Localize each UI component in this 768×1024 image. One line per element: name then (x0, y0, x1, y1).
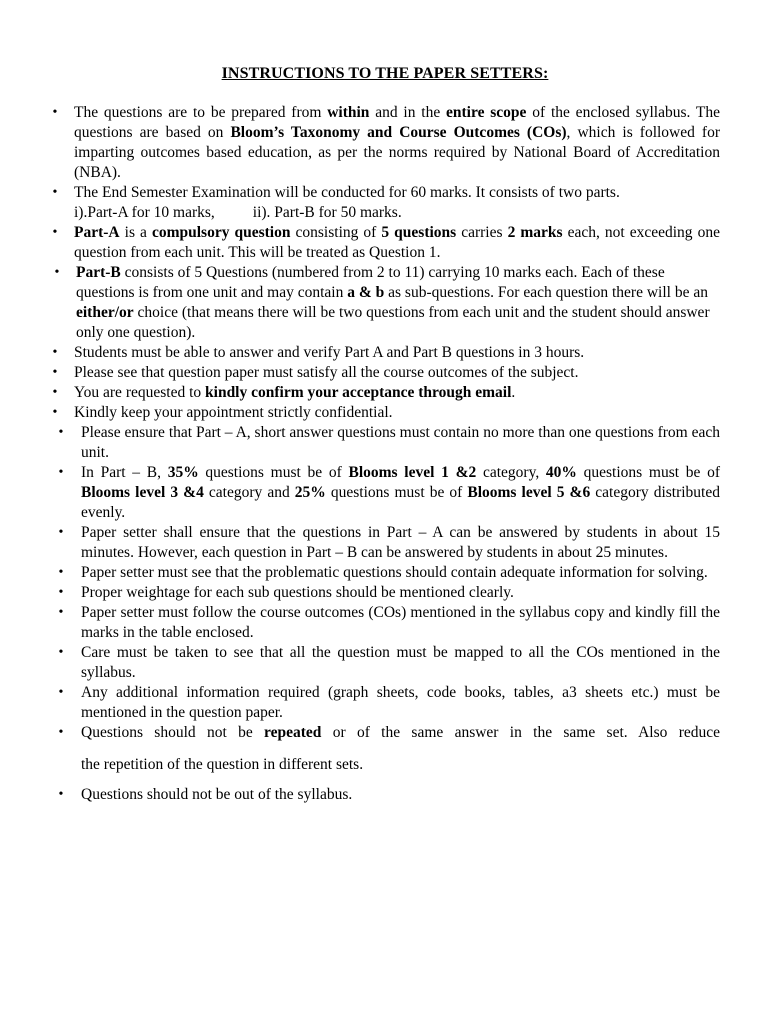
instruction-text (81, 723, 720, 743)
page-title: INSTRUCTIONS TO THE PAPER SETTERS: (221, 65, 549, 82)
emphasis-text: Part-B (76, 264, 121, 281)
exam-parts-line (74, 203, 720, 223)
text-run: , which is followed for imparting outcomes based education, as per the norms required by National Board of Accreditation (NBA). (74, 124, 720, 181)
bullet-icon: • (58, 725, 64, 740)
part-a-marks: i).Part-A for 10 marks, (74, 204, 215, 221)
text-run: Care must be taken to see that all the question must be mapped to all the COs mentioned in the syllabus. (81, 644, 720, 681)
list-item (50, 463, 720, 523)
instruction-text (81, 684, 720, 721)
emphasis-text: kindly confirm your acceptance through email (205, 384, 512, 401)
instruction-text (81, 464, 720, 521)
text-run: Students must be able to answer and verify Part A and Part B questions in 3 hours. (74, 344, 585, 361)
list-item (50, 263, 720, 343)
emphasis-text: 25% (294, 484, 326, 501)
list-item (50, 723, 720, 775)
instruction-list-primary (50, 103, 720, 423)
instruction-text-continued: the repetition of the question in different sets. (81, 756, 364, 773)
text-run: The questions are to be prepared from (74, 104, 328, 121)
bullet-icon: • (58, 585, 64, 600)
bullet-icon: • (58, 605, 64, 620)
text-run: Paper setter must follow the course outcomes (COs) mentioned in the syllabus copy and kindly fill the marks in the table enclosed. (81, 604, 720, 641)
text-run: Paper setter must see that the problematic questions should contain adequate information for solving. (81, 564, 708, 581)
instruction-text (76, 264, 710, 341)
list-item (50, 785, 720, 805)
list-item (50, 563, 720, 583)
emphasis-text: either/or (76, 304, 134, 321)
bullet-icon: • (54, 265, 60, 280)
instruction-text (81, 644, 720, 681)
text-run: carries (456, 224, 508, 241)
text-run: of the enclosed syllabus. The questions are based on (74, 104, 721, 141)
instruction-text (74, 104, 720, 181)
list-item (50, 183, 720, 223)
bullet-icon: • (58, 525, 64, 540)
emphasis-text: Part-A (74, 224, 120, 241)
bullet-icon: • (52, 385, 58, 400)
exam-marks-text: The End Semester Examination will be conducted for 60 marks. It consists of two parts. (74, 184, 620, 201)
list-item (50, 683, 720, 723)
text-run: Please see that question paper must satisfy all the course outcomes of the subject. (74, 364, 579, 381)
emphasis-text: 40% (545, 464, 577, 481)
text-run: and in the (369, 104, 447, 121)
text-run: category distributed evenly. (81, 484, 720, 521)
list-item (50, 403, 720, 423)
part-b-marks: ii). Part-B for 50 marks. (252, 204, 402, 221)
list-item (50, 343, 720, 363)
list-item (50, 603, 720, 643)
text-run: Kindly keep your appointment strictly confidential. (74, 404, 393, 421)
text-run: questions must be of (576, 464, 721, 481)
bullet-icon: • (52, 405, 58, 420)
text-run: Questions should not be (81, 724, 265, 741)
list-item (50, 423, 720, 463)
emphasis-text: repeated (264, 724, 322, 741)
emphasis-text: a & b (347, 284, 385, 301)
bullet-icon: • (52, 365, 58, 380)
text-run: . (511, 384, 516, 401)
instruction-text (81, 564, 708, 581)
list-item (50, 583, 720, 603)
emphasis-text: Blooms level 3 &4 (81, 484, 204, 501)
instruction-text (74, 384, 515, 401)
text-run: consists of 5 Questions (numbered from 2 to 11) carrying 10 marks each. Each of these questions is from one unit and may contain (76, 264, 665, 301)
text-run: category, (476, 464, 546, 481)
bullet-icon: • (58, 425, 64, 440)
instruction-text (81, 584, 514, 601)
text-run: Please ensure that Part – A, short answer questions must contain no more than one questions from each unit. (81, 424, 720, 461)
text-run: each, not exceeding one question from each unit. This will be treated as Question 1. (74, 224, 720, 261)
emphasis-text: entire scope (446, 104, 527, 121)
text-run: questions must be of (325, 484, 468, 501)
bullet-icon: • (52, 225, 58, 240)
text-run: category and (203, 484, 295, 501)
text-run: Paper setter shall ensure that the questions in Part – A can be answered by students in about 15 minutes. However, each question in Part – B can be answered by students in about 25 minutes. (81, 524, 720, 561)
bullet-icon: • (58, 645, 64, 660)
text-run: Questions should not be out of the syllabus. (81, 786, 353, 803)
instruction-text (81, 424, 720, 461)
instruction-text (81, 524, 720, 561)
bullet-icon: • (58, 565, 64, 580)
bullet-icon: • (58, 685, 64, 700)
text-run: Any additional information required (graph sheets, code books, tables, a3 sheets etc.) must be mentioned in the question paper. (81, 684, 720, 721)
list-item (50, 383, 720, 403)
instruction-text (81, 604, 720, 641)
text-run: consisting of (290, 224, 382, 241)
instruction-text (81, 786, 352, 803)
instruction-list-secondary (50, 423, 720, 805)
text-run: or of the same answer in the same set. Also reduce (321, 724, 720, 741)
text-run: You are requested to (74, 384, 206, 401)
bullet-icon: • (52, 105, 58, 120)
emphasis-text: Blooms level 5 &6 (467, 484, 591, 501)
instruction-text (74, 344, 584, 361)
bullet-icon: • (58, 465, 64, 480)
instruction-text (74, 364, 578, 381)
instruction-text (74, 404, 393, 421)
emphasis-text: compulsory question (151, 224, 291, 241)
instruction-text (74, 224, 720, 261)
bullet-icon: • (52, 345, 58, 360)
text-run: Proper weightage for each sub questions should be mentioned clearly. (81, 584, 514, 601)
list-item (50, 523, 720, 563)
text-run: is a (119, 224, 152, 241)
emphasis-text: within (327, 104, 370, 121)
emphasis-text: Blooms level 1 &2 (348, 464, 477, 481)
list-item (50, 223, 720, 263)
bullet-icon: • (58, 787, 64, 802)
emphasis-text: Bloom’s Taxonomy and Course Outcomes (COs) (230, 124, 567, 141)
text-run: questions must be of (198, 464, 349, 481)
emphasis-text: 2 marks (507, 224, 563, 241)
emphasis-text: 35% (167, 464, 199, 481)
text-run: choice (that means there will be two questions from each unit and the student should answer only one question). (76, 304, 710, 341)
text-run: as sub-questions. For each question there will be an (384, 284, 708, 301)
list-item (50, 363, 720, 383)
text-run: In Part – B, (81, 464, 168, 481)
list-item (50, 643, 720, 683)
bullet-icon: • (52, 185, 58, 200)
list-item (50, 103, 720, 183)
emphasis-text: 5 questions (381, 224, 457, 241)
